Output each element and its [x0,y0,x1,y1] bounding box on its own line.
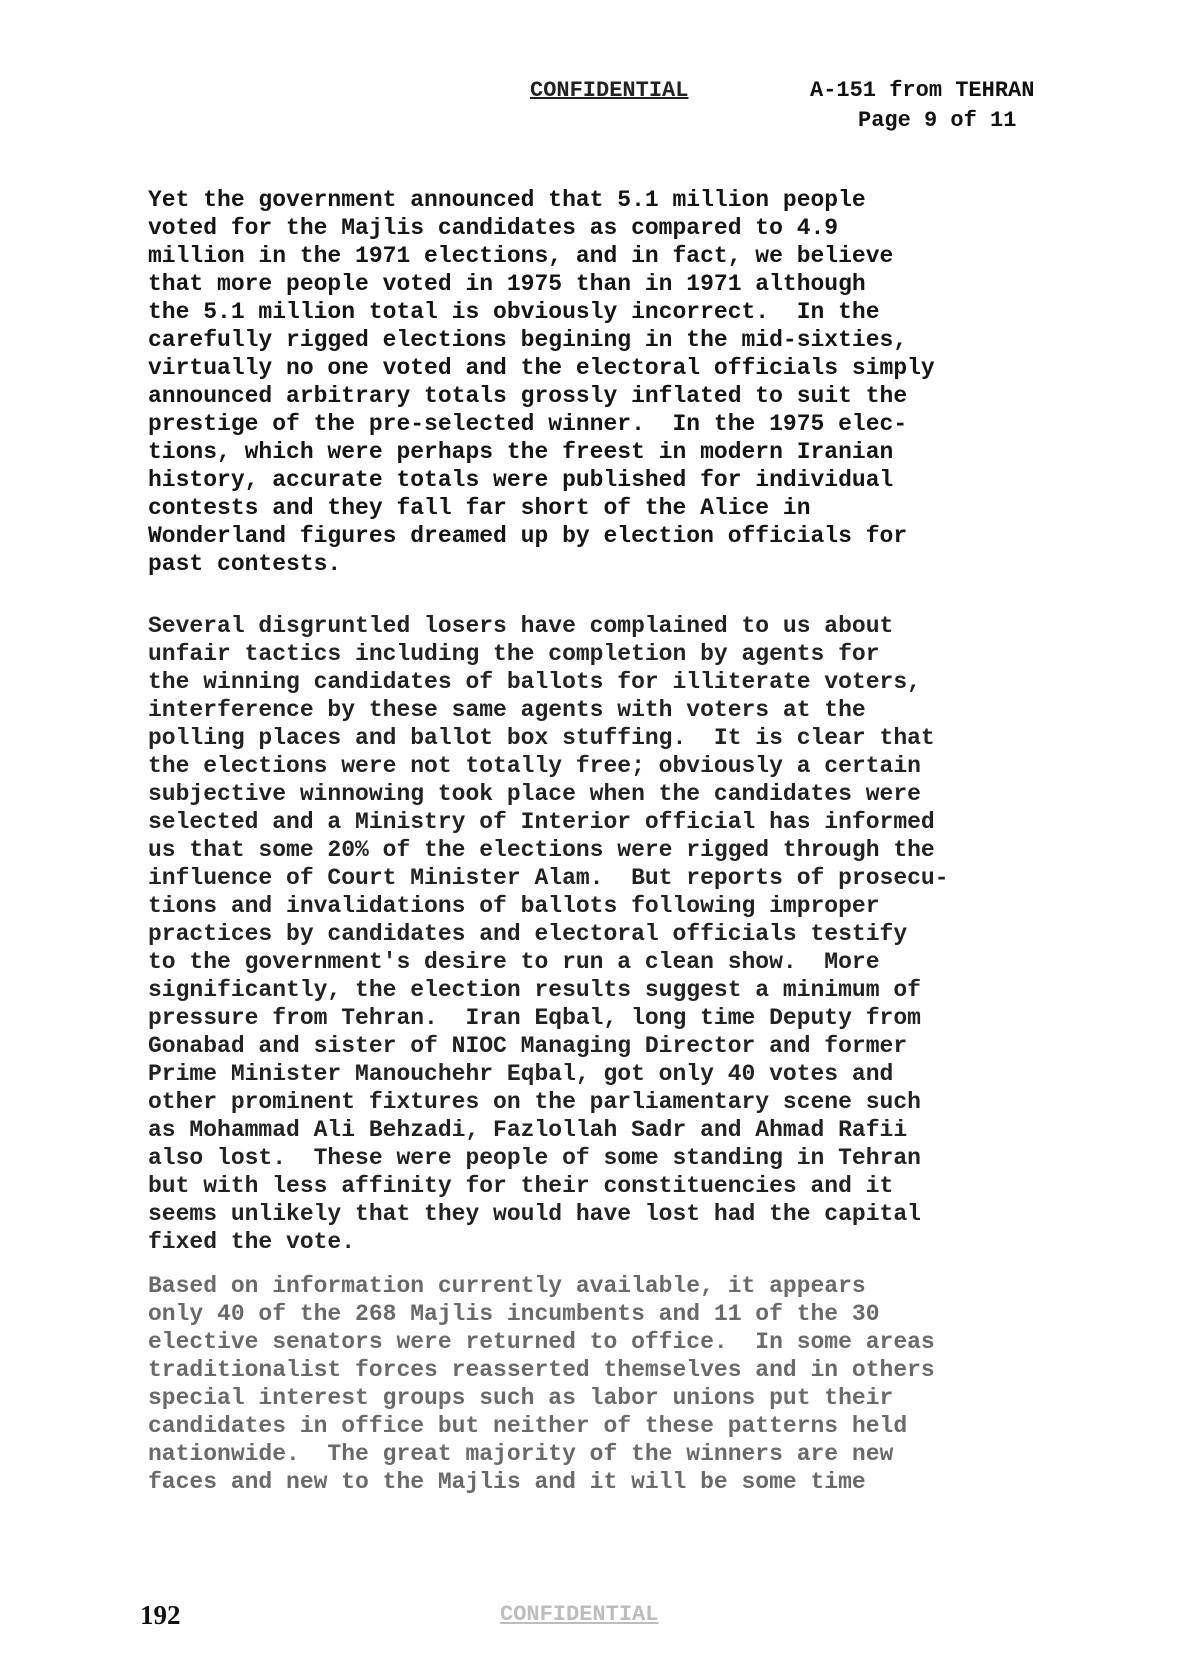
footer-page-number: 192 [140,1600,181,1630]
classification-footer: CONFIDENTIAL [500,1602,659,1627]
body-paragraph-3: Based on information currently available, it appears only 40 of the 268 Majlis incumbents and 11 of the 30 elective senators were returned to office. In some areas traditionalist forces reasserted themselves and in others special interest groups such as labor unions put their candidates in office but neither of these patterns held nationwide. The great majority of the winners are new faces and new to the Majlis and it will be some time [148,1273,935,1495]
page-indicator: Page 9 of 11 [858,108,1017,133]
body-paragraph-2: Several disgruntled losers have complained to us about unfair tactics including the completion by agents for the winning candidates of ballots for illiterate voters, interference by these same agents with voters at the polling places and ballot box stuffing. It is clear that the elections were not totally free; obviously a certain subjective winnowing took place when the candidates were selected and a Ministry of Interior official has informed us that some 20% of the elections were rigged through the influence of Court Minister Alam. But reports of prosecu- tions and invalidations of ballots following improper practices by candidates and electoral officials testify to the government's desire to run a clean show. More significantly, the election results suggest a minimum of pressure from Tehran. Iran Eqbal, long time Deputy from Gonabad and sister of NIOC Managing Director and former Prime Minister Manouchehr Eqbal, got only 40 votes and other prominent fixtures on the parliamentary scene such as Mohammad Ali Behzadi, Fazlollah Sadr and Ahmad Rafii also lost. These were people of some standing in Tehran but with less affinity for their constituencies and it seems unlikely that they would have lost had the capital fixed the vote. [148,613,949,1255]
airgram-reference: A-151 from TEHRAN [810,78,1035,103]
classification-header: CONFIDENTIAL [530,78,689,103]
body-paragraph-1: Yet the government announced that 5.1 million people voted for the Majlis candidates as compared to 4.9 million in the 1971 elections, and in fact, we believe that more people voted in 1975 than in 1971 although the 5.1 million total is obviously incorrect. In the carefully rigged elections begining in the mid-sixties, virtually no one voted and the electoral officials simply announced arbitrary totals grossly inflated to suit the prestige of the pre-selected winner. In the 1975 elec- tions, which were perhaps the freest in modern Iranian history, accurate totals were published for individual contests and they fall far short of the Alice in Wonderland figures dreamed up by election officials for past contests. [148,187,935,577]
